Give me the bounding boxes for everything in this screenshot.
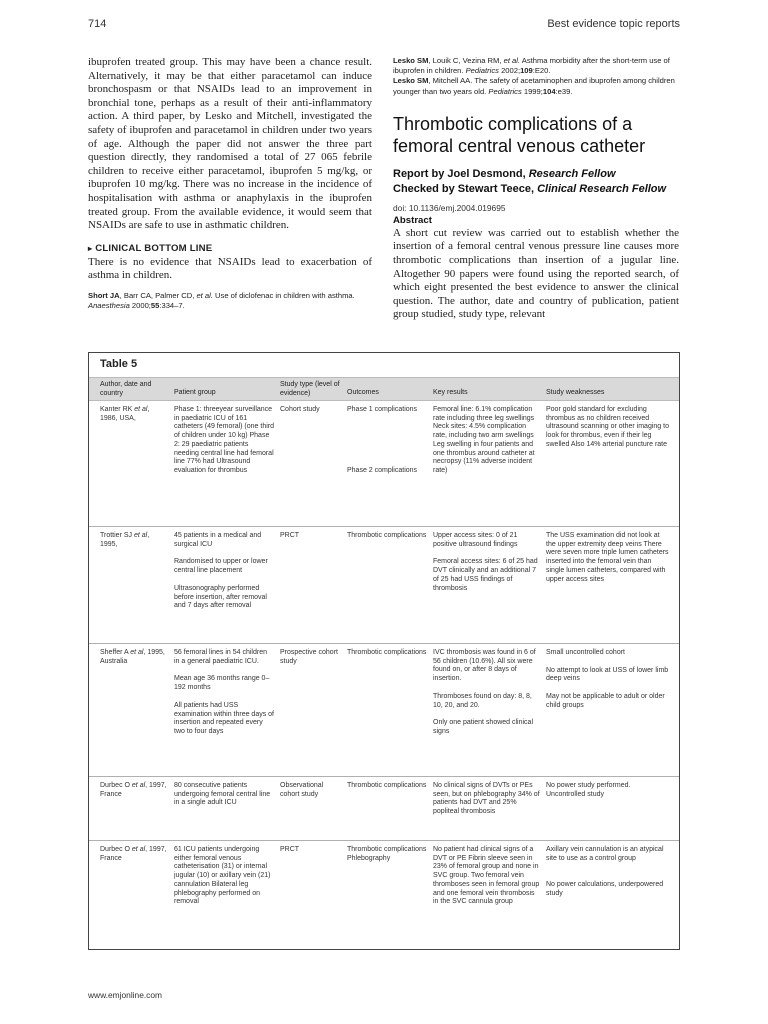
ref-volume: 55 (150, 301, 160, 311)
cell-weaknesses: No power study performed. Uncontrolled study (546, 782, 631, 798)
table-row (89, 777, 679, 841)
checked-by-label: Checked by Stewart Teece, (393, 182, 538, 195)
journal-section: Best evidence topic reports (547, 18, 680, 30)
bottom-line-text: There is no evidence that NSAIDs lead to exacerbation of asthma in children. (88, 255, 372, 282)
ref-pages: :334–7. (159, 301, 185, 311)
ref-year: 2000; (129, 301, 151, 311)
cell-weaknesses: Axillary vein cannulation is an atypical site to use as a control group No power calculations, underpowered study (546, 846, 664, 898)
checked-by (393, 182, 679, 197)
cell-outcomes: Thrombotic complications (347, 782, 427, 789)
ref-etal: et al. (196, 290, 213, 300)
cell-author: Trottier SJ et al, 1995, (100, 532, 150, 548)
table-row (89, 527, 679, 644)
left-column (88, 56, 372, 311)
cell-patient-group: 45 patients in a medical and surgical ICU Randomised to upper or lower central line placement Ultrasonography performed before insertion, after removal and 7 days after removal (174, 532, 268, 610)
page-number: 714 (88, 18, 107, 30)
cell-weaknesses: Small uncontrolled cohort No attempt to look at USS of lower limb deep veins May not be applicable to adult or older child groups (546, 649, 669, 709)
bottom-line-heading (88, 243, 372, 254)
cell-key-results: No patient had clinical signs of a DVT or PE Fibrin sleeve seen in 23% of femoral group and none in SVC group. Two femoral vein thromboses seen in femoral group and one femoral vein thrombosis in the SVC cannula group (433, 846, 540, 906)
header-study-type: Study type (level of evidence) (280, 381, 340, 397)
cell-author: Sheffer A et al, 1995, Australia (100, 649, 165, 665)
ref-title: Use of diclofenac in children with asthma. (212, 290, 355, 300)
cell-outcomes: Thrombotic complications (347, 649, 427, 656)
report-by-role: Research Fellow (528, 167, 616, 180)
cell-outcomes: Thrombotic complications Phlebography (347, 846, 427, 862)
doi: doi: 10.1136/emj.2004.019695 (393, 202, 506, 213)
abstract-heading: Abstract (393, 214, 432, 226)
ref-author: Lesko SM (393, 56, 429, 65)
cell-patient-group: 61 ICU patients undergoing either femoral venous catheterisation (31) or internal jugular (10) or axillary vein (21) cannulation Bilateral leg phlebography performed on removal (174, 846, 271, 906)
ref-year: 1999; (521, 86, 543, 96)
ref-author: Lesko SM (393, 76, 429, 86)
cell-key-results: IVC thrombosis was found in 6 of 56 children (10.6%). All six were found on, or after 8 days of insertion. Thromboses found on day: 8, 8, 10, 20, and 20. Only one patient showed clinical signs (433, 649, 536, 735)
table-header-row (89, 377, 679, 401)
cell-patient-group: 56 femoral lines in 54 children in a general paediatric ICU. Mean age 36 months range 0–192 months All patients had USS examination within three days of insertion and repeated every two to four days (174, 649, 274, 735)
header-patient-group: Patient group (174, 389, 216, 396)
cell-study-type: Observational cohort study (280, 782, 324, 798)
cell-key-results: No clinical signs of DVTs or PEs seen, but on phlebography 34% of patients had DVT and 25% popliteal thrombosis (433, 782, 540, 816)
cell-author: Durbec O et al, 1997, France (100, 782, 167, 798)
report-by (393, 167, 679, 182)
table-grid (89, 377, 679, 945)
cell-weaknesses: Poor gold standard for excluding thrombus as no children received ultrasound scanning or other imaging to look for thrombus, even if their leg swelled Also 14% arterial puncture rate (546, 406, 669, 448)
ref-volume: 109 (520, 66, 533, 76)
cell-outcomes: Phase 1 complications Phase 2 complications (347, 406, 418, 474)
ref-authors-rest: , Barr CA, Palmer CD, (119, 290, 197, 300)
cell-study-type: PRCT (280, 532, 300, 539)
ref-journal: Pediatrics (488, 86, 522, 96)
ref-journal: Pediatrics (465, 66, 499, 76)
header-outcomes: Outcomes (347, 389, 379, 396)
ref-volume: 104 (542, 86, 556, 96)
bottom-line-heading-text: CLINICAL BOTTOM LINE (95, 242, 213, 254)
reference-lesko-1999 (393, 76, 679, 96)
report-by-label: Report by Joel Desmond, (393, 167, 529, 180)
cell-patient-group: Phase 1: threeyear surveillance in paediatric ICU of 161 catheters (49 femoral) (one third of children under 10 kg) Phase 2: 29 paediatric patients needing central line had femoral line 77% had Ultrasound evaluation for thrombus (174, 406, 274, 474)
reference-lesko-2002 (393, 56, 679, 76)
cell-author: Durbec O et al, 1997, France (100, 846, 167, 862)
reference-short (88, 291, 372, 311)
cell-patient-group: 80 consecutive patients undergoing femoral central line in a single adult ICU (174, 782, 271, 807)
cell-study-type: Prospective cohort study (280, 649, 338, 665)
checked-by-role: Clinical Research Fellow (537, 182, 667, 195)
table-title: Table 5 (100, 358, 138, 370)
header-author: Author, date and country (100, 381, 152, 397)
table-row (89, 841, 679, 945)
ref-authors-rest: , Mitchell AA. The safety of acetaminophen and ibuprofen among children younger than two years old. (393, 76, 675, 96)
ref-pages: :E20. (532, 66, 551, 76)
ref-journal: Anaesthesia (88, 301, 130, 311)
footer-url: www.emjonline.com (88, 990, 163, 1000)
ref-year: 2002; (498, 66, 521, 76)
ref-authors-rest: , Louik C, Vezina RM, (428, 56, 504, 65)
ref-etal: et al. (503, 56, 521, 65)
ref-title: Asthma morbidity after the short-term use of ibuprofen in children. (393, 56, 670, 76)
cell-weaknesses: The USS examination did not look at the upper extremity deep veins There were seven more triple lumen catheters inserted into the femoral vein than single lumen catheters, compared with upper access sites (546, 532, 669, 583)
header-key-results: Key results (433, 389, 468, 396)
triangle-bullet-icon: ▸ (88, 243, 93, 253)
table-5 (88, 352, 680, 950)
cell-outcomes: Thrombotic complications (347, 532, 427, 539)
body-text: ibuprofen treated group. This may have been a chance result. Alternatively, it may be that either paracetamol can induce bronchospasm or that NSAIDs lead to an improvement in bronchial tone, perhaps as a result of their anti-inflammatory action. A third paper, by Lesko and Mitchell, investigated the safety of ibuprofen and paracetamol in children under two years of age. Although the paper did not answer the three part question directly, they randomised a total of 27 065 febrile children to receive either paracetamol, ibuprofen 5 mg/kg, or ibuprofen 10 mg/kg. There was no increase in the incidence of hospitalisation with asthma or anaphylaxis in the ibuprofen treated group. From the available evidence, it would seem that NSAIDs are safe to use in asthmatic children. (88, 56, 372, 232)
byline (393, 167, 679, 197)
table-row (89, 644, 679, 777)
cell-key-results: Femoral line: 6.1% complication rate including three leg swellings Neck sites: 4.5% complication rate, including two arm swellings Leg swelling in four patients and one thrombus around catheter at necropsy (11% adverse incident rate) (433, 406, 535, 474)
article-title: Thrombotic complications of a femoral central venous catheter (393, 113, 646, 156)
cell-study-type: PRCT (280, 846, 300, 853)
ref-author: Short JA (88, 290, 120, 300)
right-column (393, 56, 679, 322)
abstract-text: A short cut review was carried out to establish whether the insertion of a femoral central venous pressure line causes more thrombotic complications than insertion of a jugular line. Altogether 90 papers were found using the reported search, of which eight presented the best evidence to answer the clinical question. The author, date and country of publication, patient group studied, study type, relevant (393, 226, 679, 321)
cell-author: Kanter RK et al, 1986, USA, (100, 406, 150, 422)
ref-pages: :e39. (555, 86, 573, 96)
table-row (89, 401, 679, 527)
cell-study-type: Cohort study (280, 406, 320, 413)
cell-key-results: Upper access sites: 0 of 21 positive ultrasound findings Femoral access sites: 6 of 25 had DVT clinically and an additional 7 of 25 had USS findings of thrombosis (433, 532, 538, 592)
header-weaknesses: Study weaknesses (546, 389, 605, 396)
